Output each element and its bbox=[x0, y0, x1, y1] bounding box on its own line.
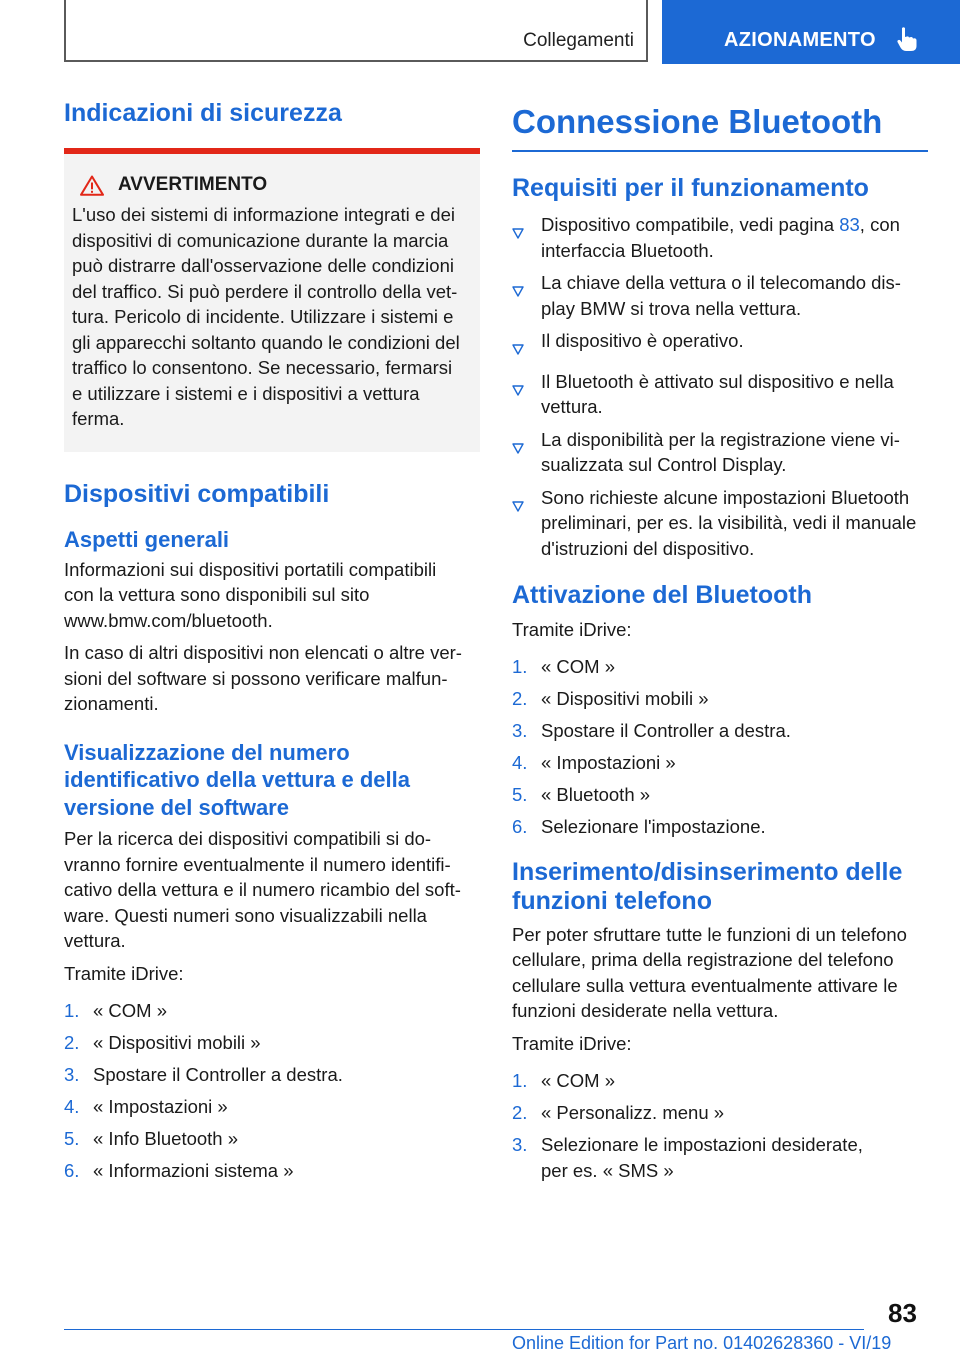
text-line: cellulare sulla vettura eventualmente attivare le bbox=[512, 974, 898, 996]
step-text: « COM » bbox=[541, 1070, 616, 1092]
bullet-text bbox=[541, 427, 900, 478]
triangle-bullet-icon bbox=[512, 328, 541, 362]
heading-line: Visualizzazione del numero bbox=[64, 739, 350, 765]
via-idrive: Tramite iDrive: bbox=[64, 962, 184, 984]
bullet-text bbox=[541, 369, 894, 420]
step-number: 4. bbox=[64, 1096, 80, 1117]
list-item bbox=[512, 782, 928, 808]
step-number: 5. bbox=[512, 784, 528, 806]
list-item bbox=[512, 369, 928, 420]
left-column bbox=[64, 98, 480, 1190]
text-span: Sono richieste alcune impostazioni Bluetooth bbox=[541, 486, 910, 508]
list-item bbox=[512, 1068, 928, 1094]
general-paragraph-2 bbox=[64, 640, 480, 717]
idrive-steps bbox=[64, 998, 480, 1184]
warning-line: e utilizzare i sistemi e i dispositivi a vettura bbox=[72, 382, 420, 404]
safety-heading: Indicazioni di sicurezza bbox=[64, 99, 342, 127]
list-item bbox=[64, 998, 480, 1024]
section-title: AZIONAMENTO bbox=[724, 29, 876, 51]
list-item bbox=[512, 686, 928, 712]
list-item bbox=[512, 750, 928, 776]
text-span: Selezionare le impostazioni desiderate, bbox=[541, 1134, 863, 1156]
step-number: 1. bbox=[512, 1070, 528, 1092]
right-column bbox=[512, 102, 928, 1190]
triangle-bullet-icon bbox=[512, 212, 541, 263]
text-line: funzioni desiderate nella vettura. bbox=[512, 1000, 779, 1022]
step-number: 2. bbox=[64, 1032, 80, 1053]
step-number: 1. bbox=[64, 1000, 80, 1021]
heading-line: identificativo della vettura e della bbox=[64, 767, 410, 792]
list-item bbox=[512, 654, 928, 680]
step-text: « Personalizz. menu » bbox=[541, 1102, 725, 1124]
warning-line: L'uso dei sistemi di informazione integrati e dei bbox=[72, 204, 455, 225]
vin-heading bbox=[64, 739, 480, 822]
text-line: cellulare, prima della registrazione del telefono bbox=[512, 949, 894, 971]
phone-paragraph bbox=[512, 922, 928, 1024]
text-span: per es. « SMS » bbox=[541, 1159, 674, 1181]
text-span: La chiave della vettura o il telecomando dis- bbox=[541, 272, 901, 294]
warning-line: traffico lo consentono. Se necessario, fermarsi bbox=[72, 357, 453, 378]
step-number: 2. bbox=[512, 1102, 528, 1124]
list-item bbox=[64, 1126, 480, 1152]
footer-edition: Online Edition for Part no. 01402628360 - VI/19 bbox=[512, 1333, 892, 1353]
list-item bbox=[512, 212, 928, 263]
text-line: Per poter sfruttare tutte le funzioni di un telefono bbox=[512, 923, 907, 945]
list-item bbox=[512, 270, 928, 321]
page-number: 83 bbox=[888, 1298, 917, 1328]
pointing-hand-icon bbox=[896, 26, 918, 57]
general-paragraph-1 bbox=[64, 557, 480, 634]
step-text: « COM » bbox=[541, 656, 616, 678]
step-number: 3. bbox=[512, 1134, 528, 1156]
triangle-bullet-icon bbox=[512, 369, 541, 420]
text-span: sualizzata sul Control Display. bbox=[541, 454, 787, 476]
text-line: sioni del software si possono verificare malfun- bbox=[64, 667, 448, 689]
phone-functions-heading bbox=[512, 858, 928, 917]
text-line: ware. Questi numeri sono visualizzabili nella bbox=[64, 904, 427, 926]
triangle-bullet-icon bbox=[512, 427, 541, 478]
activation-steps bbox=[512, 654, 928, 840]
step-text bbox=[541, 1132, 863, 1183]
chapter-tab bbox=[64, 0, 648, 62]
warning-box bbox=[64, 154, 480, 452]
step-text: « Impostazioni » bbox=[93, 1096, 228, 1117]
warning-triangle-icon bbox=[80, 175, 104, 196]
requirements-list bbox=[512, 212, 928, 561]
text-line: Per la ricerca dei dispositivi compatibili si do- bbox=[64, 828, 432, 849]
list-item bbox=[64, 1094, 480, 1120]
bullet-text bbox=[541, 270, 901, 321]
text-line: cativo della vettura e il numero ricambio del soft- bbox=[64, 879, 461, 900]
text-span: play BMW si trova nella vettura. bbox=[541, 297, 802, 319]
step-text: « Informazioni sistema » bbox=[93, 1160, 294, 1181]
step-number: 4. bbox=[512, 752, 528, 774]
step-number: 3. bbox=[64, 1064, 80, 1085]
text-line: zionamenti. bbox=[64, 693, 159, 714]
text-span: preliminari, per es. la visibilità, vedi il manuale bbox=[541, 512, 917, 534]
list-item bbox=[512, 328, 928, 362]
step-text: Spostare il Controller a destra. bbox=[541, 720, 791, 742]
text-span: d'istruzioni del dispositivo. bbox=[541, 537, 755, 559]
footer-rule bbox=[64, 1329, 864, 1330]
text-span: vettura. bbox=[541, 396, 603, 418]
text-line: vettura. bbox=[64, 930, 126, 951]
text-line: www.bmw.com/bluetooth. bbox=[64, 609, 273, 631]
text-span: , con bbox=[859, 214, 900, 236]
vin-paragraph bbox=[64, 826, 480, 954]
chapter-title: Collegamenti bbox=[523, 30, 634, 51]
warning-line: gli apparecchi soltanto quando le condizioni del bbox=[72, 331, 460, 353]
step-text: « COM » bbox=[93, 1000, 168, 1021]
text-line: In caso di altri dispositivi non elencati o altre ver- bbox=[64, 642, 462, 663]
warning-title-row bbox=[72, 174, 472, 196]
heading-line: versione del software bbox=[64, 794, 289, 820]
phone-via: Tramite iDrive: bbox=[512, 1032, 632, 1054]
warning-line: può distrarre dall'osservazione delle condizioni bbox=[72, 255, 454, 276]
text-span: Dispositivo compatibile, vedi pagina bbox=[541, 214, 840, 236]
warning-title: AVVERTIMENTO bbox=[118, 174, 268, 195]
list-item bbox=[512, 1132, 928, 1183]
list-item bbox=[512, 814, 928, 840]
bullet-text bbox=[541, 485, 916, 562]
text-span: La disponibilità per la registrazione viene vi- bbox=[541, 428, 900, 450]
list-item bbox=[64, 1062, 480, 1088]
step-number: 6. bbox=[64, 1160, 80, 1181]
section-tab bbox=[662, 0, 960, 64]
heading-line: Inserimento/disinserimento delle bbox=[512, 857, 903, 886]
compat-heading: Dispositivi compatibili bbox=[64, 479, 330, 508]
step-text: Selezionare l'impostazione. bbox=[541, 816, 766, 838]
step-text: « Impostazioni » bbox=[541, 752, 676, 774]
step-text: Spostare il Controller a destra. bbox=[93, 1064, 343, 1085]
step-text: « Dispositivi mobili » bbox=[541, 688, 709, 710]
warning-line: tura. Pericolo di incidente. Utilizzare i sistemi e bbox=[72, 306, 454, 327]
requirements-heading: Requisiti per il funzionamento bbox=[512, 173, 869, 202]
step-number: 1. bbox=[512, 656, 528, 678]
list-item bbox=[64, 1030, 480, 1056]
step-number: 3. bbox=[512, 720, 528, 742]
list-item bbox=[64, 1158, 480, 1184]
warning-line: dispositivi di comunicazione durante la marcia bbox=[72, 229, 449, 251]
text-line: con la vettura sono disponibili sul sito bbox=[64, 584, 370, 605]
triangle-bullet-icon bbox=[512, 270, 541, 321]
step-number: 2. bbox=[512, 688, 528, 710]
list-item bbox=[512, 718, 928, 744]
bullet-text bbox=[541, 212, 900, 263]
warning-line: del traffico. Si può perdere il controllo della vet- bbox=[72, 280, 458, 302]
list-item bbox=[512, 485, 928, 562]
warning-line: ferma. bbox=[72, 408, 125, 429]
phone-steps bbox=[512, 1068, 928, 1183]
list-item bbox=[512, 1100, 928, 1126]
text-span: interfaccia Bluetooth. bbox=[541, 239, 714, 261]
list-item bbox=[512, 427, 928, 478]
triangle-bullet-icon bbox=[512, 485, 541, 562]
step-text: « Info Bluetooth » bbox=[93, 1128, 239, 1149]
text-line: Informazioni sui dispositivi portatili compatibili bbox=[64, 558, 437, 580]
step-number: 5. bbox=[64, 1128, 80, 1149]
text-line: vranno fornire eventualmente il numero identifi- bbox=[64, 853, 451, 875]
general-heading: Aspetti generali bbox=[64, 527, 230, 552]
main-heading: Connessione Bluetooth bbox=[512, 102, 928, 152]
text-span: Il Bluetooth è attivato sul dispositivo e nella bbox=[541, 370, 894, 392]
activation-via: Tramite iDrive: bbox=[512, 618, 632, 640]
heading-line: funzioni telefono bbox=[512, 887, 712, 916]
bullet-text: Il dispositivo è operativo. bbox=[541, 330, 744, 352]
step-text: « Bluetooth » bbox=[541, 784, 651, 806]
page-link[interactable]: 83 bbox=[839, 214, 860, 236]
step-number: 6. bbox=[512, 816, 528, 838]
activation-heading: Attivazione del Bluetooth bbox=[512, 581, 812, 610]
step-text: « Dispositivi mobili » bbox=[93, 1032, 261, 1053]
